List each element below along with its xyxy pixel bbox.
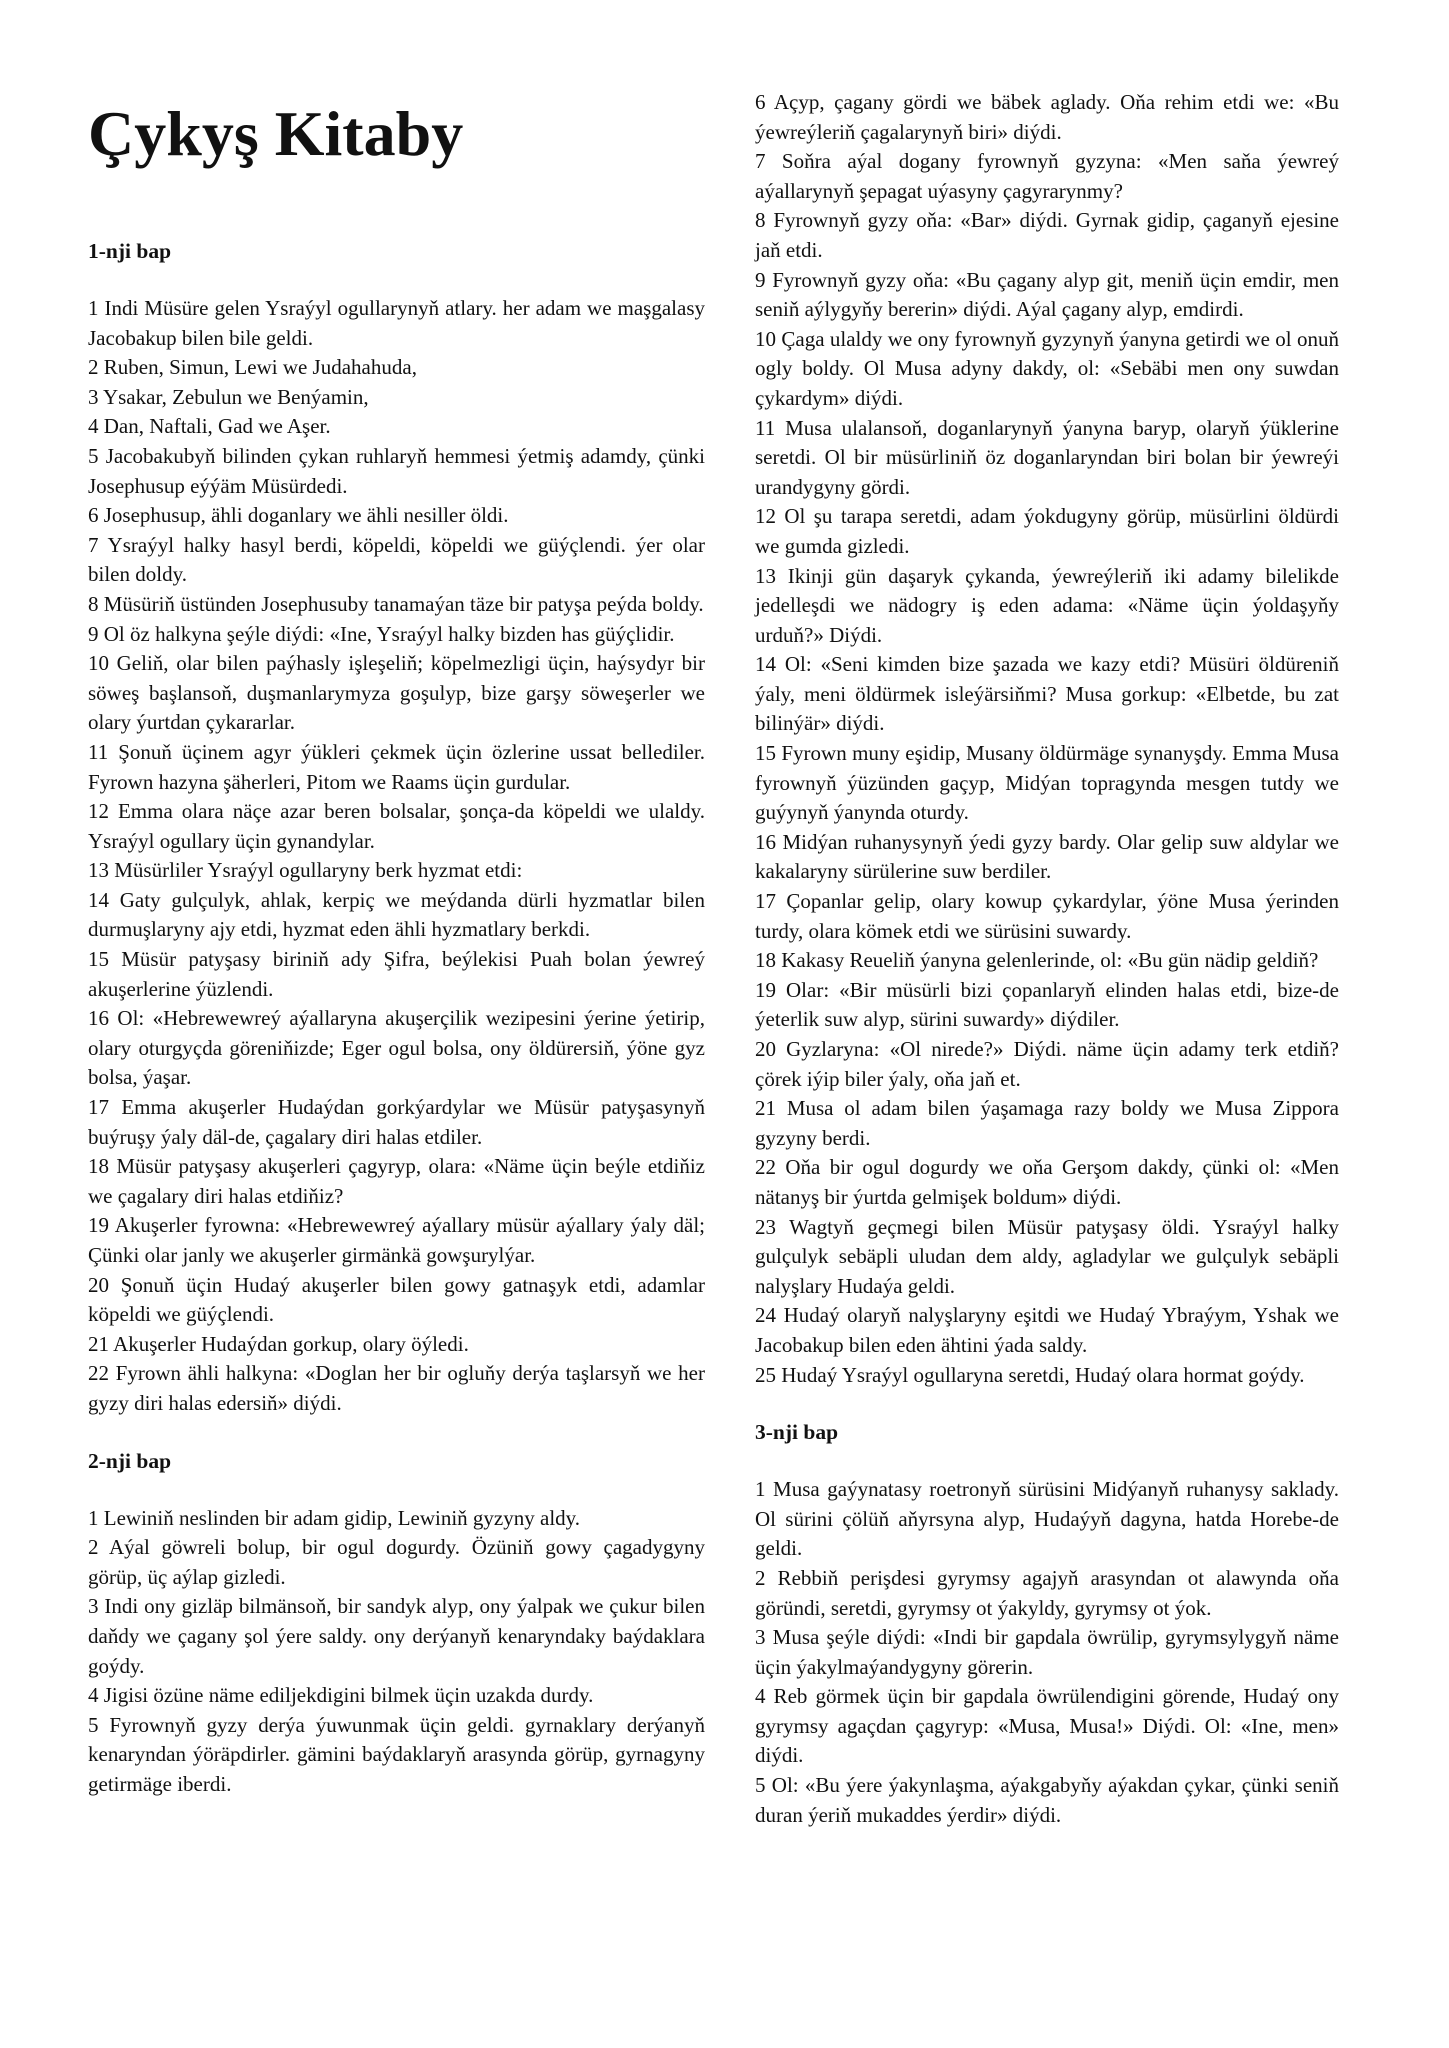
- verse: 1 Indi Müsüre gelen Ysraýyl ogullarynyň atlary. her adam we maşgalasy Jacobakup bilen bile geldi.: [88, 296, 705, 350]
- verse: 13 Ikinji gün daşaryk çykanda, ýewreýleriň iki adamy bilelikde jedelleşdi we nädogry iş eden adama: «Näme üçin ýoldaşyňy urduň?» Diýdi.: [755, 563, 1339, 647]
- verse: 22 Fyrown ähli halkyna: «Doglan her bir ogluňy derýa taşlarsyň we her gyzy diri halas edersiň» diýdi.: [88, 1361, 705, 1415]
- verse: 13 Müsürliler Ysraýyl ogullaryny berk hyzmat etdi:: [88, 858, 523, 883]
- verse: 12 Ol şu tarapa seretdi, adam ýokdugyny görüp, müsürlini öldürdi we gumda gizledi.: [755, 504, 1339, 558]
- verse: 9 Fyrownyň gyzy oňa: «Bu çagany alyp git, meniň üçin emdir, men seniň aýlygyňy bererin» diýdi. Aýal çagany alyp, emdirdi.: [755, 267, 1339, 322]
- verse: 17 Emma akuşerler Hudaýdan gorkýardylar we Müsür patyşasynyň buýruşy ýaly däl-de, çagalary diri halas etdiler.: [88, 1095, 705, 1149]
- verse: 14 Gaty gulçulyk, ahlak, kerpiç we meýdanda dürli hyzmatlar bilen durmuşlaryny ajy etdi, hyzmat eden ähli hyzmatlary berkdi.: [88, 887, 705, 942]
- verse: 18 Müsür patyşasy akuşerleri çagyryp, olara: «Näme üçin beýle etdiňiz we çagalary diri halas etdiňiz?: [88, 1154, 705, 1208]
- verse: 4 Reb görmek üçin bir gapdala öwrülendigini görende, Hudaý ony gyrymsy agaçdan çagyryp: «Musa, Musa!» Diýdi. Ol: «Ine, men» diýdi.: [755, 1684, 1339, 1768]
- verse: 10 Çaga ulaldy we ony fyrownyň gyzynyň ýanyna getirdi we ol onuň ogly boldy. Ol Musa adyny dakdy, ol: «Sebäbi men ony suwdan çykardym» diýdi.: [755, 326, 1339, 410]
- verse: 2 Aýal göwreli bolup, bir ogul dogurdy. Özüniň gowy çagadygyny görüp, üç aýlap gizledi.: [88, 1535, 705, 1589]
- verse: 18 Kakasy Reueliň ýanyna gelenlerinde, ol: «Bu gün nädip geldiň?: [755, 948, 1319, 973]
- verse: 17 Çopanlar gelip, olary kowup çykardylar, ýöne Musa ýerinden turdy, olara kömek etdi we sürüsini suwardy.: [755, 889, 1339, 943]
- verse: 20 Şonuň üçin Hudaý akuşerler bilen gowy gatnaşyk etdi, adamlar köpeldi we güýçlendi.: [88, 1272, 705, 1327]
- verse: 8 Fyrownyň gyzy oňa: «Bar» diýdi. Gyrnak gidip, çaganyň ejesine jaň etdi.: [755, 208, 1339, 262]
- verse: 10 Geliň, olar bilen paýhasly işleşeliň; köpelmezligi üçin, haýsydyr bir söweş başlansoň, duşmanlarymyza goşulyp, bize garşy söweşerler we olary ýurtdan çykararlar.: [88, 651, 705, 735]
- verse: 24 Hudaý olaryň nalyşlaryny eşitdi we Hudaý Ybraýym, Yshak we Jacobakup bilen eden ähtini ýada saldy.: [755, 1303, 1339, 1357]
- verse: 15 Fyrown muny eşidip, Musany öldürmäge synanyşdy. Emma Musa fyrownyň ýüzünden gaçyp, Midýan topragynda mesgen tutdy we guýynyň ýanynda oturdy.: [755, 741, 1339, 825]
- verse: 4 Jigisi özüne näme ediljekdigini bilmek üçin uzakda durdy.: [88, 1683, 594, 1708]
- verse: 21 Akuşerler Hudaýdan gorkup, olary öýledi.: [88, 1331, 469, 1356]
- chapter-heading: 1-nji bap: [88, 239, 172, 263]
- verse: 21 Musa ol adam bilen ýaşamaga razy boldy we Musa Zippora gyzyny berdi.: [755, 1096, 1339, 1150]
- verse: 5 Ol: «Bu ýere ýakynlaşma, aýakgabyňy aýakdan çykar, çünki seniň duran ýeriň mukaddes ýerdir» diýdi.: [755, 1773, 1339, 1827]
- verse: 19 Akuşerler fyrowna: «Hebrewewreý aýallary müsür aýallary ýaly däl; Çünki olar janly we akuşerler girmänkä gowşurylýar.: [88, 1213, 705, 1267]
- chapter-heading: 2-nji bap: [88, 1448, 172, 1473]
- verse: 2 Ruben, Simun, Lewi we Judahahuda,: [88, 355, 417, 380]
- verse: 6 Açyp, çagany gördi we bäbek aglady. Oňa rehim etdi we: «Bu ýewreýleriň çagalarynyň biri» diýdi.: [755, 90, 1339, 144]
- verse: 7 Soňra aýal dogany fyrownyň gyzyna: «Men saňa ýewreý aýallarynyň şepagat uýasyny çagyrarynmy?: [755, 149, 1339, 203]
- chapter-1-verses: [88, 294, 705, 1419]
- chapter-3-verses: [755, 1475, 1339, 1830]
- verse: 14 Ol: «Seni kimden bize şazada we kazy etdi? Müsüri öldüreniň ýaly, meni öldürmek isleýärsiňmi? Musa gorkup: «Elbetde, bu zat bilinýär» diýdi.: [755, 652, 1339, 736]
- verse: 8 Müsüriň üstünden Josephusuby tanamaýan täze bir patyşa peýda boldy.: [88, 591, 704, 616]
- verse: 12 Emma olara näçe azar beren bolsalar, şonça-da köpeldi we ulaldy. Ysraýyl ogullary üçin gynandylar.: [88, 799, 705, 853]
- verse: 1 Lewiniň neslinden bir adam gidip, Lewiniň gyzyny aldy.: [88, 1505, 581, 1530]
- verse: 3 Indi ony gizläp bilmänsoň, bir sandyk alyp, ony ýalpak we çukur bilen daňdy we çagany şol ýere saldy. ony derýanyň kenaryndaky baýdaklara goýdy.: [88, 1594, 705, 1678]
- verse: 3 Ysakar, Zebulun we Benýamin,: [88, 384, 369, 409]
- verse: 22 Oňa bir ogul dogurdy we oňa Gerşom dakdy, çünki ol: «Men nätanyş bir ýurtda gelmişek boldum» diýdi.: [755, 1155, 1339, 1209]
- verse: 6 Josephusup, ähli doganlary we ähli nesiller öldi.: [88, 503, 509, 528]
- verse: 25 Hudaý Ysraýyl ogullaryna seretdi, Hudaý olara hormat goýdy.: [755, 1362, 1305, 1387]
- chapter-2-verses: [88, 1504, 705, 1800]
- verse: 15 Müsür patyşasy biriniň ady Şifra, beýlekisi Puah bolan ýewreý akuşerlerine ýüzlendi.: [88, 947, 705, 1001]
- verse: 1 Musa gaýynatasy roetronyň sürüsini Midýanyň ruhanysy saklady. Ol sürini çölüň aňyrsyna alyp, Hudaýyň dagyna, hatda Horebe-de geldi.: [755, 1477, 1339, 1561]
- right-column: [755, 0, 1339, 1830]
- verse: 11 Musa ulalansoň, doganlarynyň ýanyna baryp, olaryň ýüklerine seretdi. Ol bir müsürliniň öz doganlaryndan biri bolan bir ýewreýi urandygyny gördi.: [755, 415, 1339, 499]
- document-title: Çykyş Kitaby: [88, 98, 464, 169]
- verse: 11 Şonuň üçinem agyr ýükleri çekmek üçin özlerine ussat bellediler. Fyrown hazyna şäherleri, Pitom we Raams üçin gurdular.: [88, 739, 705, 794]
- verse: 7 Ysraýyl halky hasyl berdi, köpeldi, köpeldi we güýçlendi. ýer olar bilen doldy.: [88, 532, 705, 587]
- verse: 19 Olar: «Bir müsürli bizi çopanlaryň elinden halas etdi, bize-de ýeterlik suw alyp, sürini suwardy» diýdiler.: [755, 977, 1339, 1032]
- chapter-2-verses-continued: [755, 88, 1339, 1390]
- verse: 5 Jacobakubyň bilinden çykan ruhlaryň hemmesi ýetmiş adamdy, çünki Josephusup eýýäm Müsürdedi.: [88, 443, 705, 498]
- verse: 20 Gyzlaryna: «Ol nirede?» Diýdi. näme üçin adamy terk etdiň? çörek iýip biler ýaly, oňa jaň et.: [755, 1037, 1339, 1091]
- verse: 2 Rebbiň perişdesi gyrymsy agajyň arasyndan ot alawynda oňa göründi, seretdi, gyrymsy ot ýakyldy, gyrymsy ot ýok.: [755, 1565, 1339, 1620]
- left-column: [88, 0, 705, 1800]
- verse: 23 Wagtyň geçmegi bilen Müsür patyşasy öldi. Ysraýyl halky gulçulyk sebäpli uludan dem aldy, agladylar we gulçulyk sebäpli nalyşlary Hudaýa geldi.: [755, 1214, 1339, 1298]
- verse: 16 Midýan ruhanysynyň ýedi gyzy bardy. Olar gelip suw aldylar we kakalaryny sürülerine suw berdiler.: [755, 829, 1339, 884]
- chapter-heading: 3-nji bap: [755, 1420, 839, 1445]
- verse: 16 Ol: «Hebrewewreý aýallaryna akuşerçilik wezipesini ýerine ýetirip, olary oturgyçda göreniňizde; Eger ogul bolsa, ony öldürersiň, ýöne gyz bolsa, ýaşar.: [88, 1006, 705, 1090]
- verse: 3 Musa şeýle diýdi: «Indi bir gapdala öwrülip, gyrymsylygyň näme üçin ýakylmaýandygyny görerin.: [755, 1625, 1339, 1679]
- verse: 9 Ol öz halkyna şeýle diýdi: «Ine, Ysraýyl halky bizden has güýçlidir.: [88, 621, 675, 646]
- verse: 4 Dan, Naftali, Gad we Aşer.: [88, 414, 331, 439]
- verse: 5 Fyrownyň gyzy derýa ýuwunmak üçin geldi. gyrnaklary derýanyň kenaryndan ýöräpdirler. gämini baýdaklaryň arasynda görüp, gyrnagyny getirmäge iberdi.: [88, 1712, 705, 1796]
